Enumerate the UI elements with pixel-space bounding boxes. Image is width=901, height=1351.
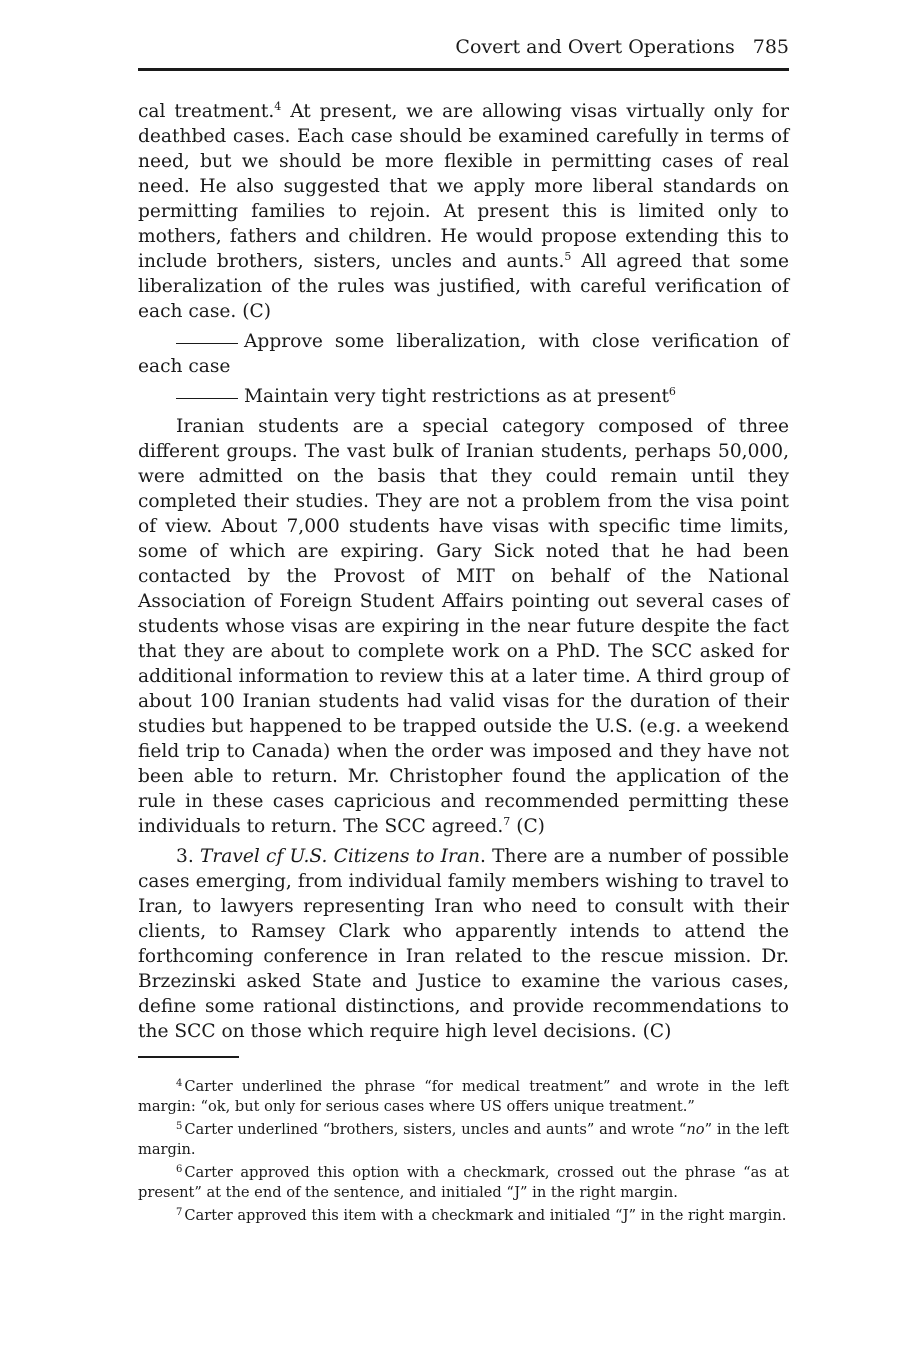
- footnote-5: $^5$ Carter underlined “brothers, sisters, uncles and aunts” and wrote “no” in the left margin.: [138, 1121, 789, 1158]
- footnotes: [138, 1077, 789, 1230]
- footnote-ref-5: 5: [564, 250, 572, 263]
- paragraph-travel-to-iran: 3. Travel cf U.S. Citizens to Iran. There are a number of possible cases emerging, from individual family members wishing to travel to Iran, to lawyers representing Iran who need to consult with their clients, to Ramsey Clark who apparently intends to attend the forthcoming conference in Iran related to the rescue mission. Dr. Brzezinski asked State and Justice to examine the various cases, define some rational distinctions, and provide recommendations to the SCC on those which require high level decisions. (C): [138, 846, 789, 1042]
- header-rule: [138, 68, 789, 71]
- decision-blank: [176, 398, 238, 399]
- footnote-ref-4: 4: [274, 100, 282, 113]
- footnote-6: $^6$ Carter approved this option with a checkmark, crossed out the phrase “as at present” at the end of the sentence, and initialed “J” in the right margin.: [138, 1164, 789, 1201]
- running-title: Covert and Overt Operations: [455, 36, 735, 58]
- paragraph-iranian-students: Iranian students are a special category composed of three different groups. The vast bulk of Iranian students, perhaps 50,000, were admitted on the basis that they could remain until they completed their studies. They are not a problem from the visa point of view. About 7,000 students have visas with specific time limits, some of which are expiring. Gary Sick noted that he had been contacted by the Provost of MIT on behalf of the National Association of Foreign Student Affairs pointing out several cases of students whose visas are expiring in the near future despite the fact that they are about to complete work on a PhD. The SCC asked for additional information to review this at a later time. A third group of about 100 Iranian students had valid visas for the duration of their studies but happened to be trapped outside the U.S. (e.g. a weekend field trip to Canada) when the order was imposed and they have not been able to return. Mr. Christopher found the application of the rule in these cases capricious and recommended permitting these individuals to return. The SCC agreed.$^7$ (C): [138, 416, 789, 837]
- main-text: [138, 99, 789, 1049]
- footnote-ref-6: 6: [668, 385, 676, 398]
- paragraph-medical-visas: cal treatment.$^4$ At present, we are allowing visas virtually only for deathbed cases. Each case should be examined carefully in terms of need, but we should be more flexible in permitting cases of real need. He also suggested that we apply more liberal standards on permitting families to rejoin. At present this is limited only to mothers, fathers and children. He would propose extending this to include brothers, sisters, uncles and aunts.$^5$ All agreed that some liberalization of the rules was justified, with careful verification of each case. (C): [138, 100, 790, 322]
- footnote-7: $^7$ Carter approved this item with a checkmark and initialed “J” in the right margin.: [176, 1207, 787, 1224]
- decision-option-approve: Approve some liberalization, with close verification of each case: [138, 331, 789, 377]
- decision-option-maintain: Maintain very tight restrictions as at present$^6$: [138, 384, 789, 409]
- running-header: [138, 36, 789, 64]
- footnote-4: $^4$ Carter underlined the phrase “for medical treatment” and wrote in the left margin: “ok, but only for serious cases where US offers unique treatment.”: [138, 1078, 789, 1115]
- section-heading: Travel cf U.S. Citizens to Iran: [199, 846, 480, 867]
- footnote-ref-7: 7: [503, 815, 511, 828]
- footnote-rule: [138, 1056, 239, 1058]
- decision-blank: [176, 343, 238, 344]
- page-number: 785: [752, 36, 789, 58]
